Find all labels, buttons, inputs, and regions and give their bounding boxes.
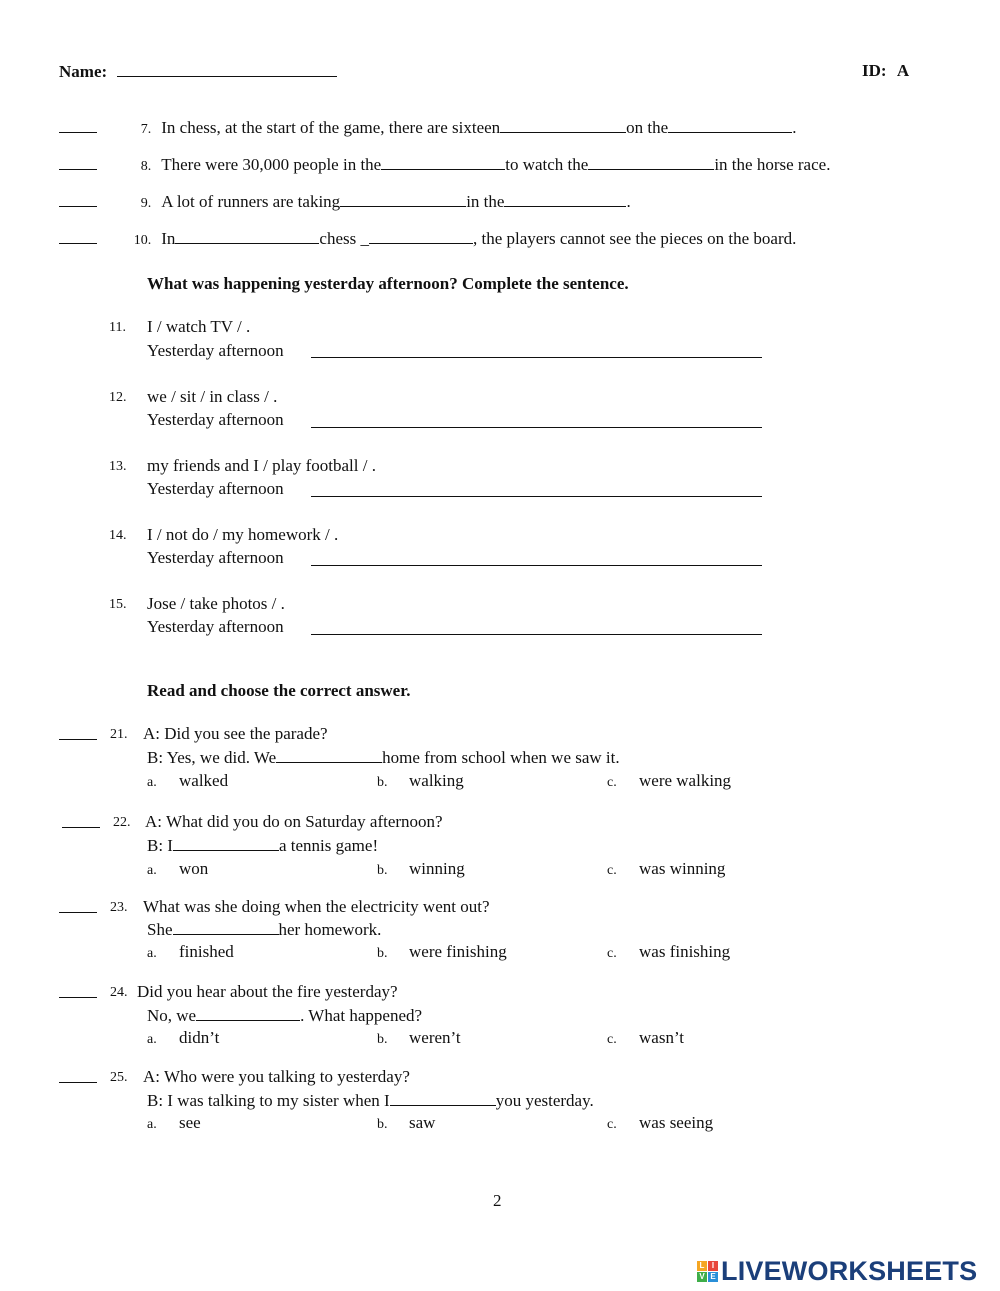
option-b[interactable] — [377, 942, 507, 964]
question-number: 24. — [110, 985, 128, 1000]
name-field[interactable] — [117, 61, 337, 77]
prompt: Jose / take photos / . — [147, 594, 285, 613]
prompt: I / not do / my homework / . — [147, 525, 339, 544]
option-letter: a. — [147, 946, 157, 961]
fill-blank[interactable] — [588, 154, 714, 170]
yesterday-prefix: Yesterday afternoon — [147, 548, 284, 567]
question-number: 11. — [109, 320, 126, 335]
question-line2a: B: I — [147, 836, 173, 855]
question-text: to watch the — [505, 155, 589, 174]
answer-line[interactable] — [311, 357, 762, 358]
option-letter: a. — [147, 1117, 157, 1132]
answer-line[interactable] — [311, 634, 762, 635]
fill-blank[interactable] — [276, 747, 382, 763]
option-letter: a. — [147, 775, 157, 790]
fill-blank[interactable] — [369, 228, 473, 244]
fill-blank[interactable] — [381, 154, 505, 170]
yesterday-prefix: Yesterday afternoon — [147, 410, 284, 429]
question-text: in the — [466, 192, 505, 211]
option-text: was finishing — [639, 942, 731, 961]
question-line2a: B: Yes, we did. We — [147, 748, 277, 767]
liveworksheets-logo — [697, 1256, 977, 1286]
logo-icon-letter: V — [697, 1272, 707, 1282]
option-c[interactable] — [607, 942, 730, 964]
logo-icon — [697, 1261, 718, 1282]
question-line2a: She — [147, 920, 173, 939]
question-text: . — [626, 192, 631, 211]
option-b[interactable] — [377, 1113, 435, 1135]
option-text: was seeing — [639, 1113, 714, 1132]
question-line2b: home from school when we saw it. — [382, 748, 620, 767]
answer-blank[interactable] — [59, 228, 97, 244]
question-text: There were 30,000 people in the — [161, 155, 382, 174]
option-letter: c. — [607, 775, 617, 790]
option-text: finished — [179, 942, 234, 961]
option-letter: c. — [607, 946, 617, 961]
question-line1: What was she doing when the electricity went out? — [143, 897, 490, 916]
question-number: 15. — [109, 597, 127, 612]
option-text: saw — [409, 1113, 436, 1132]
answer-blank[interactable] — [59, 154, 97, 170]
answer-blank[interactable] — [59, 191, 97, 207]
name-label: Name: — [59, 62, 108, 81]
prompt: we / sit / in class / . — [147, 387, 278, 406]
option-a[interactable] — [147, 942, 234, 964]
fill-blank[interactable] — [175, 228, 319, 244]
option-b[interactable] — [377, 859, 465, 881]
fill-blank[interactable] — [668, 117, 792, 133]
option-letter: c. — [607, 1117, 617, 1132]
answer-blank[interactable] — [59, 117, 97, 133]
option-letter: b. — [377, 775, 388, 790]
question-number: 12. — [109, 390, 127, 405]
question-line2b: a tennis game! — [278, 836, 379, 855]
section2-instruction: What was happening yesterday afternoon? Complete the sentence. — [147, 274, 629, 293]
question-number: 10. — [133, 233, 152, 248]
fill-blank[interactable] — [173, 919, 279, 935]
logo-icon-letter: L — [697, 1261, 707, 1271]
question-line2b: her homework. — [278, 920, 382, 939]
answer-blank[interactable] — [59, 1067, 97, 1083]
fill-blank[interactable] — [340, 191, 466, 207]
question-line2b: . What happened? — [300, 1006, 423, 1025]
logo-icon-letter: E — [708, 1272, 718, 1282]
question-number: 13. — [109, 459, 127, 474]
question-text: In chess, at the start of the game, there are sixteen — [161, 118, 501, 137]
question-10 — [59, 228, 796, 251]
option-text: wasn’t — [639, 1028, 685, 1047]
option-text: was winning — [639, 859, 726, 878]
option-b[interactable] — [377, 1028, 461, 1050]
question-line2b: you yesterday. — [495, 1091, 594, 1110]
question-text: A lot of runners are taking — [161, 192, 341, 211]
fill-blank[interactable] — [173, 835, 279, 851]
id-label: ID: — [862, 61, 887, 80]
answer-line[interactable] — [311, 565, 762, 566]
answer-blank[interactable] — [59, 982, 97, 998]
question-9 — [59, 191, 631, 214]
yesterday-prefix: Yesterday afternoon — [147, 479, 284, 498]
yesterday-prefix: Yesterday afternoon — [147, 341, 284, 360]
question-line1: A: Did you see the parade? — [143, 724, 328, 743]
option-letter: c. — [607, 863, 617, 878]
option-text: weren’t — [409, 1028, 461, 1047]
option-a[interactable] — [147, 859, 208, 881]
yesterday-prefix: Yesterday afternoon — [147, 617, 284, 636]
question-8 — [59, 154, 830, 177]
question-line1: A: What did you do on Saturday afternoon? — [145, 812, 443, 831]
option-c[interactable] — [607, 859, 725, 881]
option-text: were finishing — [409, 942, 507, 961]
question-number: 25. — [110, 1070, 128, 1085]
logo-text: LIVEWORKSHEETS — [721, 1255, 978, 1286]
prompt: I / watch TV / . — [147, 317, 251, 336]
fill-blank[interactable] — [500, 117, 626, 133]
question-number: 14. — [109, 528, 127, 543]
question-text: In — [161, 229, 176, 248]
answer-blank[interactable] — [62, 812, 100, 828]
option-letter: b. — [377, 1117, 388, 1132]
option-letter: a. — [147, 1032, 157, 1047]
option-text: winning — [409, 859, 465, 878]
question-number: 9. — [140, 196, 152, 211]
question-text: chess _ — [319, 229, 369, 248]
option-letter: b. — [377, 863, 388, 878]
option-a[interactable] — [147, 771, 228, 793]
answer-blank[interactable] — [59, 724, 97, 740]
option-text: walking — [409, 771, 464, 790]
option-text: won — [179, 859, 209, 878]
fill-blank[interactable] — [196, 1005, 300, 1021]
option-text: were walking — [639, 771, 732, 790]
option-text: walked — [179, 771, 229, 790]
question-number: 7. — [140, 122, 152, 137]
question-line1: Did you hear about the fire yesterday? — [137, 982, 398, 1001]
option-c[interactable] — [607, 1113, 713, 1135]
question-number: 8. — [140, 159, 152, 174]
question-text: in the horse race. — [714, 155, 831, 174]
id-value: A — [896, 61, 910, 80]
section3-instruction: Read and choose the correct answer. — [147, 681, 411, 700]
answer-line[interactable] — [311, 496, 762, 497]
page-number: 2 — [493, 1191, 502, 1210]
option-letter: b. — [377, 1032, 388, 1047]
question-line2a: No, we — [147, 1006, 197, 1025]
option-letter: a. — [147, 863, 157, 878]
answer-blank[interactable] — [59, 897, 97, 913]
option-b[interactable] — [377, 771, 464, 793]
logo-icon-letter: I — [708, 1261, 718, 1271]
question-7 — [59, 117, 796, 140]
option-a[interactable] — [147, 1113, 201, 1135]
option-c[interactable] — [607, 771, 731, 793]
question-text: on the — [626, 118, 669, 137]
question-text: . — [792, 118, 797, 137]
option-letter: b. — [377, 946, 388, 961]
answer-line[interactable] — [311, 427, 762, 428]
fill-blank[interactable] — [504, 191, 626, 207]
prompt: my friends and I / play football / . — [147, 456, 376, 475]
option-text: see — [179, 1113, 201, 1132]
question-number: 23. — [110, 900, 128, 915]
id-label-group — [862, 61, 909, 81]
question-text: , the players cannot see the pieces on the board. — [473, 229, 797, 248]
option-a[interactable] — [147, 1028, 219, 1050]
question-line1: A: Who were you talking to yesterday? — [143, 1067, 410, 1086]
option-c[interactable] — [607, 1028, 684, 1050]
option-letter: c. — [607, 1032, 617, 1047]
option-text: didn’t — [179, 1028, 220, 1047]
question-line2a: B: I was talking to my sister when I — [147, 1091, 390, 1110]
fill-blank[interactable] — [390, 1090, 496, 1106]
question-number: 21. — [110, 727, 128, 742]
question-number: 22. — [113, 815, 131, 830]
